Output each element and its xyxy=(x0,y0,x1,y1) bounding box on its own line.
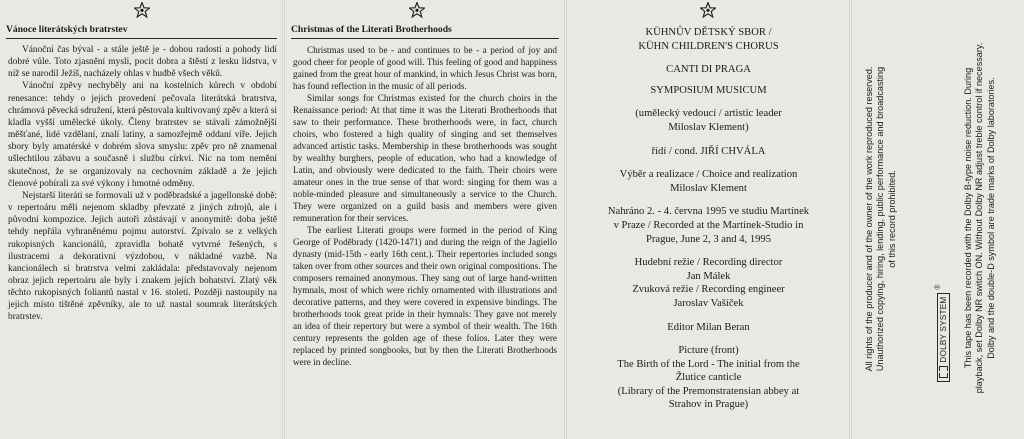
star-icon xyxy=(134,2,150,18)
picture-credit: The Birth of the Lord - The initial from the xyxy=(617,358,800,370)
recording-info: Nahráno 2. - 4. června 1995 ve studiu Martínek xyxy=(607,206,810,218)
paragraph: Similar songs for Christmas existed for the church choirs in the Renaissance period: At that time it was the Literati Brotherhoods that saw to their performance. These brotherhoods were, in fact, church choirs, who fostered a high quality of singing and set themselves advanced artistic tasks. Membership in these brotherhoods was sought by wealthy burghers, people of education, who had a knowledge of Latin, and obviously were dedicated to the faith. Their choirs were amateur ones in the true sense of that word: singing for them was a noble-minded pleasure and simultaneously a service to the Church. They were organized on a guild basis and members were given remuneration for their services. xyxy=(293,93,557,223)
english-text xyxy=(293,44,557,368)
registered-mark: ® xyxy=(935,284,942,290)
dolby-line: This tape has been recorded with the Dolby B-type noise reduction. During xyxy=(963,67,973,369)
picture-credit: Strahov in Prague) xyxy=(668,399,749,411)
czech-text xyxy=(8,44,277,324)
panel-credits xyxy=(567,0,850,439)
paragraph: The earliest Literati groups were formed in the period of King George of Poděbrady (1420-1471) and during the reign of the Jagiello dynasty (mid-15th - early 16th cent.). Their repertories included songs taken over from other sources and their own original compositions. The composers remained anonymous. They sang out of large hand-written hymnals, most of which were richly ornamented with illustrations and decorative patterns, and they were covered in expensive bindings. The brotherhoods took great pride in their hymnals: They gave not merely an idea of their repertory but were a symbol of their wealth. The 16th century represents the golden age of these folios. Later they were replaced by printed songbooks, but by then the Literati Brotherhoods were in decline. xyxy=(293,225,557,367)
sound-engineer-role: Zvuková režie / Recording engineer xyxy=(632,284,785,296)
paragraph: Christmas used to be - and continues to be - a period of joy and good cheer for people of good will. This feeling of good and happiness gained from the great hour of mankind, in which Jesus Christ was born, has found reflection in the music of all periods. xyxy=(293,45,557,91)
recording-info: Prague, June 2, 3 and 4, 1995 xyxy=(645,233,772,245)
divider xyxy=(6,38,277,39)
dolby-line: playback, set Dolby NR switch ON. Without Dolby NR adjust treble control if necessary. xyxy=(974,42,985,394)
ensemble-name: SYMPOSIUM MUSICUM xyxy=(650,84,767,96)
paragraph: Vánoční zpěvy nechyběly ani na kostelních kůrech v období renesance: tehdy o jejich provedení pečovala literátská bratrstva, chrámová pěvecká sdružení, která pěstovala kultivovaný zpěv a která si kladla vyšší umělecké úkoly. Členy bratrstev se stávali zámožnější měšťané, lidé vzdělaní, znalí latiny, a samozřejmě oddaní víře. Jejich sbory byly amatérské v dobrém slova smyslu: zpěv pro ně znamenal ušlechtilou zábavu a současně i službu církvi. Nic na tom nemění skutečnost, že se organizovaly na cechovním základě a že jejich členové pobírali za své výkony i hmotné odměny. xyxy=(8,81,277,189)
double-d-icon xyxy=(939,366,948,378)
conductor: řídí / cond. JIŘÍ CHVÁLA xyxy=(651,145,766,157)
choir-name-en: KÜHN CHILDREN'S CHORUS xyxy=(638,40,779,52)
panel-czech-notes xyxy=(0,0,283,439)
rights-line: All rights of the producer and of the owner of the work reproduced reserved. xyxy=(864,66,874,372)
choice-role: Výběr a realizace / Choice and realization xyxy=(619,169,798,181)
picture-credit: Žlutice canticle xyxy=(675,372,742,384)
panel-english-notes xyxy=(285,0,565,439)
paragraph: Nejstarší literáti se formovali už v poděbradské a jagellonské době: v repertoáru měli nejenom skladby převzaté z jiných zdrojů, ale i původní kompozice. Jejich autoři zůstávají v anonymitě: doba ještě tehdy nepřála vyhraněnému pojmu autorství. Zpívalo se z velkých rukopisných kancionálů, zpravidla bohatě vytvrné řešených, s ilustracemi a dekorativní výzdobou, v nákladné vazbě. Na kancionálech si bratrstva velmi zakládala: představovaly nejenom obraz jejich repertoáru ale byly i znakem jejich bohatství. Zlatý věk těchto rukopisných foliantů nastal v 16. století. Později nastoupily na jejich místo tištěné zpěvníky, ale to už nastal soumrak literátských bratrstev. xyxy=(8,190,277,323)
credits-block xyxy=(577,26,840,412)
leader-role: (umělecký vedoucí / artistic leader xyxy=(635,108,782,120)
dolby-logo xyxy=(935,283,949,383)
rights-notice xyxy=(864,10,898,428)
choir-name-cz: KÜHNŮV DĚTSKÝ SBOR / xyxy=(645,27,772,38)
paragraph: Vánoční čas býval - a stále ještě je - dobou radosti a pohody lidí dobré vůle. Toto zjasnění mysli, pocit dobra a štěstí z lesku lidstva, v níž se narodil Ježíš, nacházely ohlas v hudbě všech věků. xyxy=(8,45,277,80)
ensemble-name: CANTI DI PRAGA xyxy=(666,64,751,76)
picture-credit: Picture (front) xyxy=(678,345,739,357)
leader-name: Miloslav Klement) xyxy=(668,121,749,133)
dolby-logo-text: DOLBY SYSTEM xyxy=(939,296,948,363)
dolby-badge xyxy=(937,293,950,382)
rights-line: Unauthorized copying, hiring, lending, public performance and broadcasting xyxy=(875,66,886,372)
editor: Editor Milan Beran xyxy=(667,321,750,333)
music-director-role: Hudební režie / Recording director xyxy=(634,257,783,269)
sound-engineer-name: Jaroslav Vašíček xyxy=(673,297,744,309)
english-heading: Christmas of the Literati Brotherhoods xyxy=(291,24,452,35)
divider xyxy=(291,38,559,39)
dolby-line: Dolby and the double-D symbol are trade marks of Dolby laboratories. xyxy=(985,77,996,359)
picture-credit: (Library of the Premonstratensian abbey at xyxy=(617,385,800,397)
star-icon xyxy=(409,2,425,18)
czech-heading: Vánoce literátských bratrstev xyxy=(6,24,128,35)
choice-name: Miloslav Klement xyxy=(670,182,747,194)
music-director-name: Jan Málek xyxy=(686,270,731,282)
recording-info: v Praze / Recorded at the Martínek-Studio in xyxy=(613,219,804,231)
dolby-notice xyxy=(963,4,997,432)
star-icon xyxy=(700,2,716,18)
rights-line: of this record prohibited. xyxy=(886,170,897,268)
